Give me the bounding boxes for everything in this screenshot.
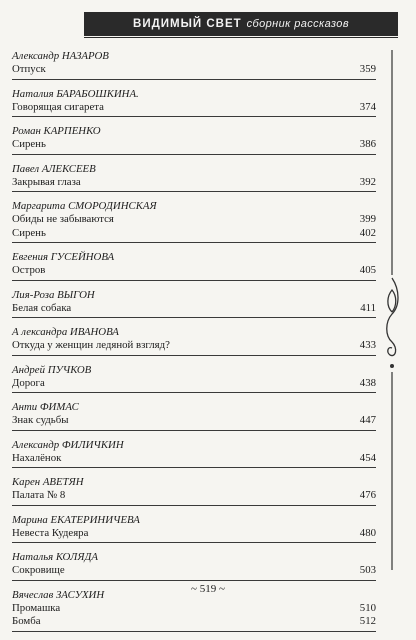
toc-entry — [12, 289, 376, 319]
page-ref: 386 — [359, 138, 376, 150]
page-ref: 359 — [359, 63, 376, 75]
entry-rule — [12, 467, 376, 468]
header-title: ВИДИМЫЙ СВЕТ — [133, 18, 242, 30]
toc-line — [12, 615, 376, 629]
toc-line — [12, 138, 376, 152]
story-title: Закрывая глаза — [12, 175, 81, 188]
story-title: Знак судьбы — [12, 414, 69, 426]
entry-rule — [12, 317, 376, 318]
table-of-contents — [12, 50, 376, 640]
toc-entry — [12, 439, 376, 469]
entry-rule — [12, 191, 376, 192]
toc-line — [12, 302, 376, 316]
story-title: Отпуск — [12, 63, 46, 75]
page-ref: 454 — [359, 451, 376, 464]
author-name: А лександра ИВАНОВА — [12, 326, 119, 338]
author-name: Вячеслав ЗАСУХИН — [12, 588, 105, 601]
story-title: Нахалёнок — [12, 451, 62, 464]
treble-clef-ornament-icon — [383, 50, 401, 570]
story-title: Обиды не забываются — [12, 213, 114, 225]
toc-entry — [12, 476, 376, 506]
page-ref: 374 — [359, 100, 376, 113]
toc-line — [12, 227, 376, 241]
toc-line — [12, 564, 376, 578]
page-number: ~ 519 ~ — [191, 583, 225, 595]
story-title: Палата № 8 — [12, 489, 66, 501]
author-name: Наталия БАРАБОШКИНА. — [12, 87, 139, 100]
story-title: Дорога — [12, 376, 45, 389]
toc-entry — [12, 364, 376, 394]
toc-line — [12, 101, 376, 115]
toc-line — [12, 527, 376, 541]
entry-rule — [12, 242, 376, 243]
toc-entry — [12, 251, 376, 281]
toc-line — [12, 452, 376, 466]
author-name: Карен АВЕТЯН — [12, 476, 84, 488]
toc-entry — [12, 163, 376, 193]
page-ref: 405 — [359, 264, 376, 276]
author-name: Евгения ГУСЕЙНОВА — [12, 251, 115, 263]
toc-line — [12, 414, 376, 428]
page-ref: 433 — [359, 339, 376, 351]
toc-entry — [12, 50, 376, 80]
page-ref: 438 — [359, 376, 376, 389]
story-title: Бомба — [12, 615, 41, 627]
toc-line — [12, 339, 376, 353]
author-name: Маргарита СМОРОДИНСКАЯ — [12, 200, 157, 212]
story-title: Сирень — [12, 226, 46, 239]
toc-entry — [12, 125, 376, 155]
entry-rule — [12, 280, 376, 281]
page-ref: 402 — [359, 226, 376, 239]
page-ref: 392 — [359, 175, 376, 188]
toc-entry — [12, 551, 376, 581]
author-name: Роман КАРПЕНКО — [12, 125, 101, 137]
story-title: Невеста Кудеяра — [12, 526, 89, 539]
page-ref: 447 — [359, 414, 376, 426]
toc-line — [12, 489, 376, 503]
story-title: Белая собака — [12, 301, 72, 314]
story-title: Промашка — [12, 601, 61, 614]
story-title: Говорящая сигарета — [12, 100, 104, 113]
toc-entry — [12, 88, 376, 118]
story-title: Сирень — [12, 138, 46, 150]
page-ref: 480 — [359, 526, 376, 539]
story-title: Остров — [12, 264, 46, 276]
header-rule — [84, 37, 398, 38]
page-ref: 503 — [359, 564, 376, 576]
story-title: Сокровище — [12, 564, 65, 576]
header-subtitle: сборник рассказов — [246, 18, 349, 30]
author-name: Марина ЕКАТЕРИНИЧЕВА — [12, 513, 140, 526]
entry-rule — [12, 79, 376, 80]
entry-rule — [12, 154, 376, 155]
entry-rule — [12, 542, 376, 543]
author-name: Александр НАЗАРОВ — [12, 50, 109, 62]
page-ref: 476 — [359, 489, 376, 501]
toc-entry — [12, 326, 376, 356]
toc-entry — [12, 401, 376, 431]
page-ref: 512 — [359, 615, 376, 627]
toc-entry — [12, 514, 376, 544]
entry-rule — [12, 116, 376, 117]
entry-rule — [12, 505, 376, 506]
running-header — [84, 12, 398, 36]
story-title: Откуда у женщин ледяной взгляд? — [12, 339, 170, 351]
author-name: Анти ФИМАС — [12, 401, 79, 413]
page-ref: 411 — [360, 301, 376, 314]
entry-rule — [12, 580, 376, 581]
entry-rule — [12, 392, 376, 393]
entry-rule — [12, 355, 376, 356]
toc-line — [12, 264, 376, 278]
toc-line — [12, 213, 376, 227]
toc-line — [12, 63, 376, 77]
toc-entry — [12, 200, 376, 243]
author-name: Александр ФИЛИЧКИН — [12, 438, 124, 451]
author-name: Павел АЛЕКСЕЕВ — [12, 162, 96, 175]
toc-line — [12, 176, 376, 190]
page-ref: 510 — [359, 601, 376, 614]
entry-rule — [12, 430, 376, 431]
author-name: Лия-Роза ВЫГОН — [12, 288, 95, 301]
page-ref: 399 — [359, 213, 376, 225]
author-name: Наталья КОЛЯДА — [12, 551, 98, 563]
toc-line — [12, 602, 376, 616]
toc-line — [12, 377, 376, 391]
entry-rule — [12, 631, 376, 632]
author-name: Андрей ПУЧКОВ — [12, 363, 92, 376]
